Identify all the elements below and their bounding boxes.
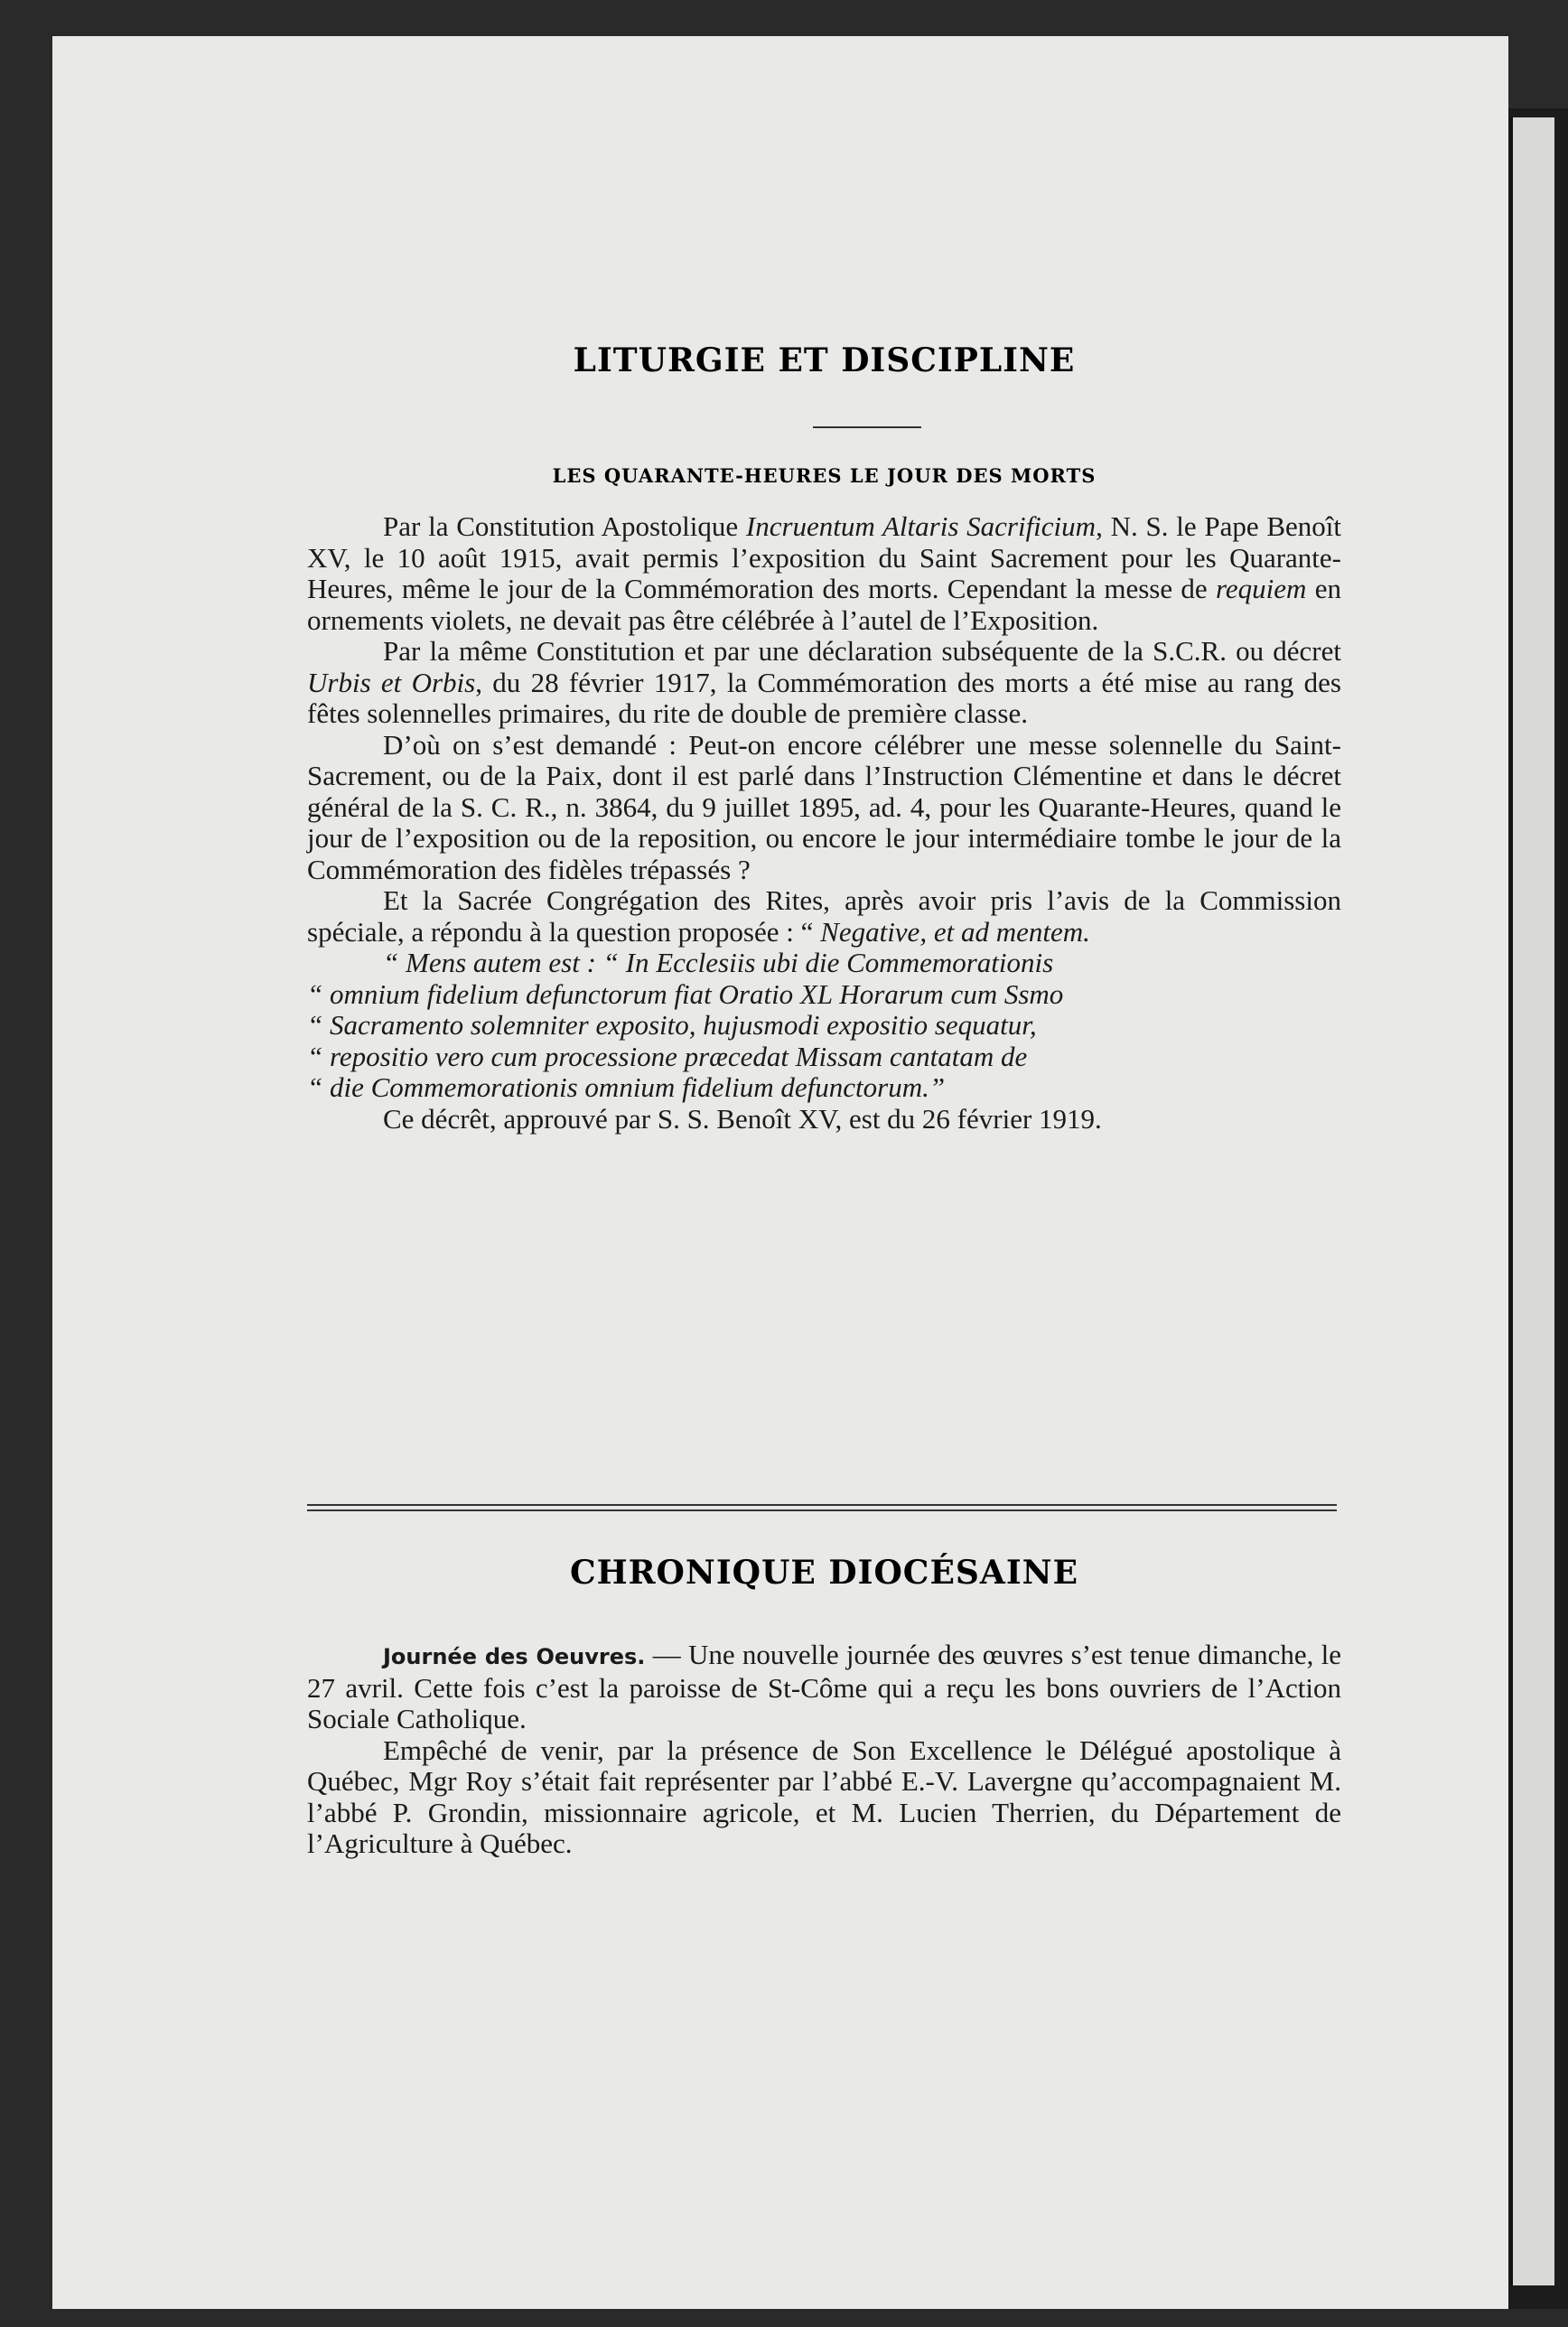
paragraph-1: Par la Constitution Apostolique Incruentum Altaris Sacrificium, N. S. le Pape Benoît XV, le 10 août 1915, avait permis l’exposition du Saint Sacrement pour les Quarante-Heures, même le jour de la Commémoration des morts. Cependant la messe de requiem en ornements violets, ne devait pas être célébrée à l’autel de l’Exposition. [307,510,1342,636]
paragraph-2: Par la même Constitution et par une déclaration subséquente de la S.C.R. ou décret Urbis et Orbis, du 28 février 1917, la Commémoration des morts a été mise au rang des fêtes solennelles primaires, du rite de double de première classe. [307,635,1341,729]
chronique-paragraph-1: Journée des Oeuvres. — Une nouvelle journée des œuvres s’est tenue dimanche, le 27 avril. Cette fois c’est la paroisse de St-Côme qui a reçu les bons ouvriers de l’Action Sociale Catholique. [307,1639,1341,1734]
quote-line: “ Sacramento solemniter exposito, hujusmodi expositio sequatur, [307,1009,1037,1041]
chronique-body [307,1640,1341,1860]
section-title-liturgie: LITURGIE ET DISCIPLINE [573,341,1076,379]
chronique-paragraph-2: Empêché de venir, par la présence de Son Excellence le Délégué apostolique à Québec, Mgr Roy s’était fait représenter par l’abbé E.-V. Lavergne qu’accompagnaient M. l’abbé P. Grondin, missionnaire agricole, et M. Lucien Therrien, du Département de l’Agriculture à Québec. [307,1734,1341,1859]
liturgie-body [307,511,1341,1135]
paragraph-3: D’où on s’est demandé : Peut-on encore célébrer une messe solennelle du Saint-Sacrement, ou de la Paix, dont il est parlé dans l’Instruction Clémentine et dans le décret général de la S. C. R., n. 3864, du 9 juillet 1895, ad. 4, pour les Quarante-Heures, quand le jour de l’exposition ou de la reposition, ou encore le jour intermédiaire tombe le jour de la Commémoration des fidèles trépassés ? [307,728,1341,885]
section-divider [307,1504,1337,1511]
quote-line: “ die Commemorationis omnium fidelium defunctorum.” [307,1071,946,1103]
section-title-chronique: CHRONIQUE DIOCÉSAINE [569,1554,1079,1592]
title-rule [813,426,921,428]
latin-quote [307,948,1341,1104]
quote-line: “ repositio vero cum processione præcedat Missam cantatam de [307,1040,1028,1072]
quote-line: “ omnium fidelium defunctorum fiat Oratio XL Horarum cum Ssmo [307,977,1064,1010]
lead-heading: Journée des Oeuvres. [383,1644,646,1669]
adjacent-page-strip [1510,117,1554,2285]
section-subtitle: LES QUARANTE-HEURES LE JOUR DES MORTS [552,464,1097,487]
paragraph-5: Ce décrêt, approuvé par S. S. Benoît XV, est du 26 février 1919. [383,1102,1102,1135]
quote-line: “ Mens autem est : “ In Ecclesiis ubi die Commemorationis [383,947,1054,978]
paragraph-4: Et la Sacrée Congrégation des Rites, après avoir pris l’avis de la Commission spéciale, a répondu à la question proposée : “ Negative, et ad mentem. [307,884,1341,948]
